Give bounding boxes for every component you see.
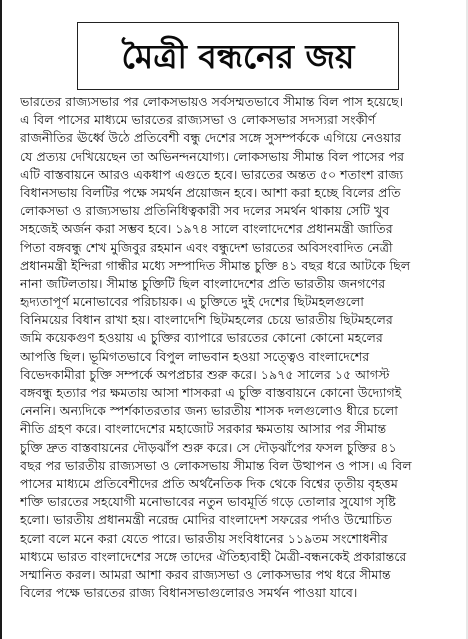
article-line: সহজেই অর্জন করা সম্ভব হবে। ১৯৭৪ সালে বাংলাদেশের প্রধানমন্ত্রী জাতির [20,221,393,237]
article-line: হলো বলে মনে করা যেতে পারে। ভারতীয় সংবিধানের ১১৯তম সংশোধনীর [20,530,388,546]
headline: মৈত্রী বন্ধনের জয় [121,36,355,76]
article-line: সম্মানিত করল। আমরা আশা করব রাজ্যসভা ও লোকসভার পথ ধরে সীমান্ত [20,566,391,582]
article-line: নানা জটিলতায়। সীমান্ত চুক্তিটি ছিল বাংলাদেশের প্রতি ভারতীয় জনগণের [20,275,386,291]
article-line: বিভেদকামীরা চুক্তি সম্পর্কে অপপ্রচার শুরু করে। ১৯৭৫ সালের ১৫ আগস্ট [20,366,390,382]
article-line: এ বিল পাসের মাধ্যমে ভারতের রাজ্যসভা ও লোকসভার সদস্যরা সংকীর্ণ [20,112,376,128]
article-line: বিধানসভায় বিলটির পক্ষে সমর্থন প্রয়োজন হবে। আশা করা হচ্ছে বিলের প্রতি [20,184,401,200]
article-line: ভারতের রাজ্যসভার পর লোকসভায়ও সর্বসম্মতভাবে সীমান্ত বিল পাস হয়েছে। [20,94,404,109]
article-line: বিলের পক্ষে ভারতের রাজ্য বিধানসভাগুলোরও সমর্থন পাওয়া যাবে। [20,585,358,601]
article-line: প্রধানমন্ত্রী ইন্দিরা গান্ধীর মধ্যে সম্পাদিত সীমান্ত চুক্তি ৪১ বছর ধরে আটকে ছিল [20,257,411,273]
article-body [20,93,466,602]
article-line: পিতা বঙ্গবন্ধু শেখ মুজিবুর রহমান এবং বন্ধুদেশ ভারতের অবিসংবাদিত নেত্রী [20,239,393,255]
article-line: পাসের মাধ্যমে প্রতিবেশীদের প্রতি অর্থনৈতিক দিক থেকে বিশ্বের তৃতীয় বৃহত্তম [20,475,398,491]
article-line: মাধ্যমে ভারত বাংলাদেশের সঙ্গে তাদের ঐতিহ্যবাহী মৈত্রী-বন্ধনকেই প্রকারান্তরে [20,548,407,564]
article-line: শক্তি ভারতের সহযোগী মনোভাবের নতুন ভাবমূর্তি গড়ে তোলার সুযোগ সৃষ্টি [20,494,396,510]
article-line: বিনিময়ের বিধান রাখা হয়। বাংলাদেশি ছিটমহলের চেয়ে ভারতীয় ছিটমহলের [20,312,393,328]
article-line: চুক্তি দ্রুত বাস্তবায়নের দৌড়ঝাঁপ শুরু করে। সে দৌড়ঝাঁপের ফসল চুক্তির ৪১ [20,439,397,455]
headline-box [77,22,399,90]
article-line: নীতি গ্রহণ করে। বাংলাদেশের মহাজোট সরকার ক্ষমতায় আসার পর সীমান্ত [20,421,387,437]
article-line: নেননি। অন্যদিকে স্পর্শকাতরতার জন্য ভারতীয় শাসক দলগুলোও ধীরে চলো [20,403,398,419]
article-line: হৃদ্যতাপূর্ণ মনোভাবের পরিচায়ক। এ চুক্তিতে দুই দেশের ছিটমহলগুলো [20,294,364,310]
article-line: আপত্তি ছিল। ভূমিগতভাবে বিপুল লাভবান হওয়া সত্ত্বেও বাংলাদেশের [20,348,370,364]
article-line: বঙ্গবন্ধু হত্যার পর ক্ষমতায় আসা শাসকরা এ চুক্তি বাস্তবায়নে কোনো উদ্যোগই [20,385,402,400]
article-line: যে প্রত্যয় দেখিয়েছেন তা অভিনন্দনযোগ্য। লোকসভায় সীমান্ত বিল পাসের পর [20,148,405,164]
article-line: লোকসভা ও রাজ্যসভায় প্রতিনিধিত্বকারী সব দলের সমর্থন থাকায় সেটি খুব [20,203,390,219]
article-line: জমি কয়েকগুণ হওয়ায় এ চুক্তির ব্যাপারে ভারতের কোনো কোনো মহলের [20,330,383,346]
article-line: রাজনীতির ঊর্ধ্বে উঠে প্রতিবেশী বন্ধু দেশের সঙ্গে সুসম্পর্ককে এগিয়ে নেওয়ার [20,130,402,146]
article-line: হলো। ভারতীয় প্রধানমন্ত্রী নরেন্দ্র মোদির বাংলাদেশ সফরের পর্দাও উন্মোচিত [20,512,392,528]
article-line: এটি বাস্তবায়নে আরও একধাপ এগুতে হবে। ভারতের অন্তত ৫০ শতাংশ রাজ্য [20,166,404,182]
article-line: বছর পর ভারতীয় রাজ্যসভা ও লোকসভায় সীমান্ত বিল উত্থাপন ও পাস। এ বিল [20,457,412,473]
